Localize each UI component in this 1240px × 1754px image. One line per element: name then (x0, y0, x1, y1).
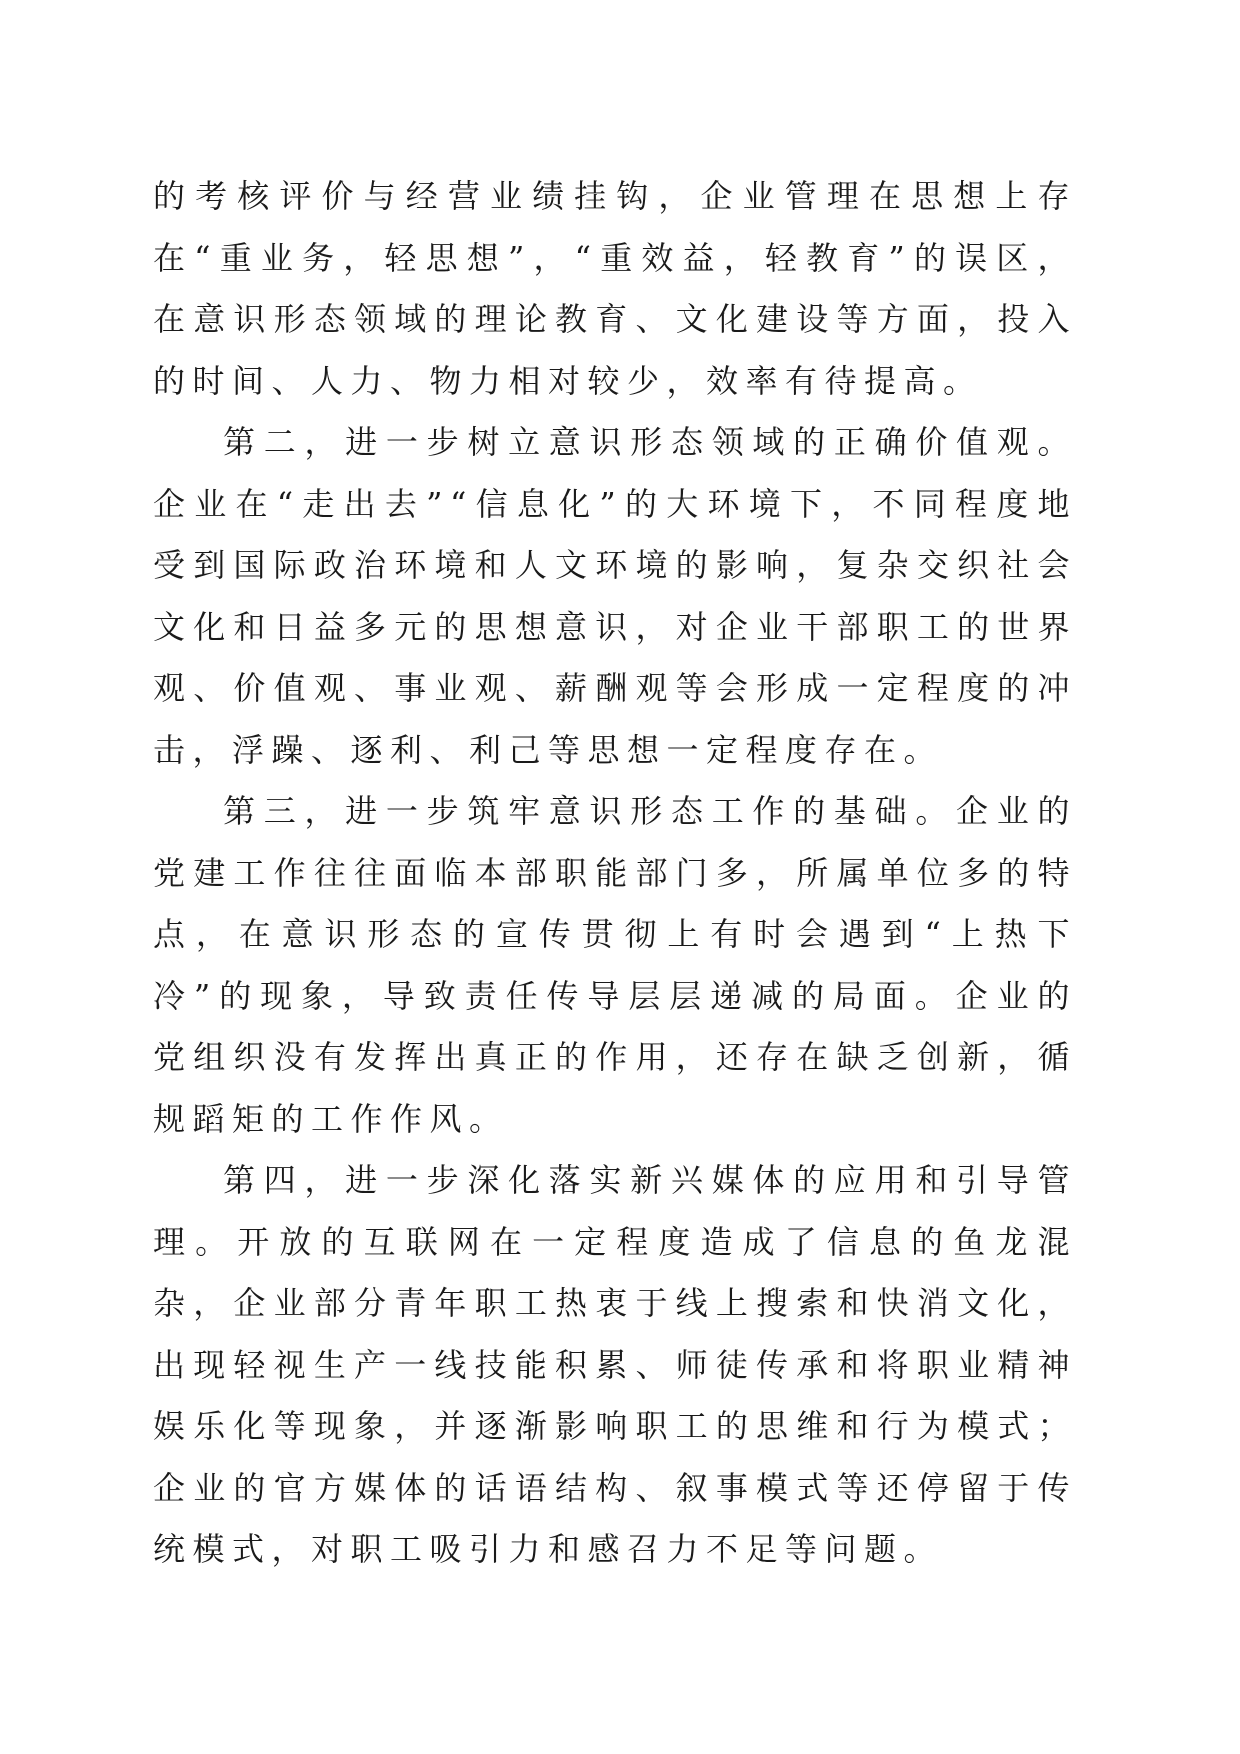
paragraph-fourth-point: 第四，进一步深化落实新兴媒体的应用和引导管理。开放的互联网在一定程度造成了信息的鱼龙混杂，企业部分青年职工热衷于线上搜索和快消文化，出现轻视生产一线技能积累、师徒传承和将职业精神娱乐化等现象，并逐渐影响职工的思维和行为模式；企业的官方媒体的话语结构、叙事模式等还停留于传统模式，对职工吸引力和感召力不足等问题。 (153, 1161, 1077, 1568)
document-body (153, 166, 1077, 1581)
paragraph-third-point: 第三，进一步筑牢意识形态工作的基础。企业的党建工作往往面临本部职能部门多，所属单位多的特点，在意识形态的宣传贯彻上有时会遇到“上热下冷”的现象，导致责任传导层层递减的局面。企业的党组织没有发挥出真正的作用，还存在缺乏创新，循规蹈矩的工作作风。 (153, 792, 1077, 1138)
paragraph-second-point: 第二，进一步树立意识形态领域的正确价值观。企业在“走出去”“信息化”的大环境下，不同程度地受到国际政治环境和人文环境的影响，复杂交织社会文化和日益多元的思想意识，对企业干部职工的世界观、价值观、事业观、薪酬观等会形成一定程度的冲击，浮躁、逐利、利己等思想一定程度存在。 (153, 423, 1077, 769)
paragraph-continuation: 的考核评价与经营业绩挂钩，企业管理在思想上存在“重业务，轻思想”，“重效益，轻教育”的误区，在意识形态领域的理论教育、文化建设等方面，投入的时间、人力、物力相对较少，效率有待提高。 (153, 177, 1077, 400)
